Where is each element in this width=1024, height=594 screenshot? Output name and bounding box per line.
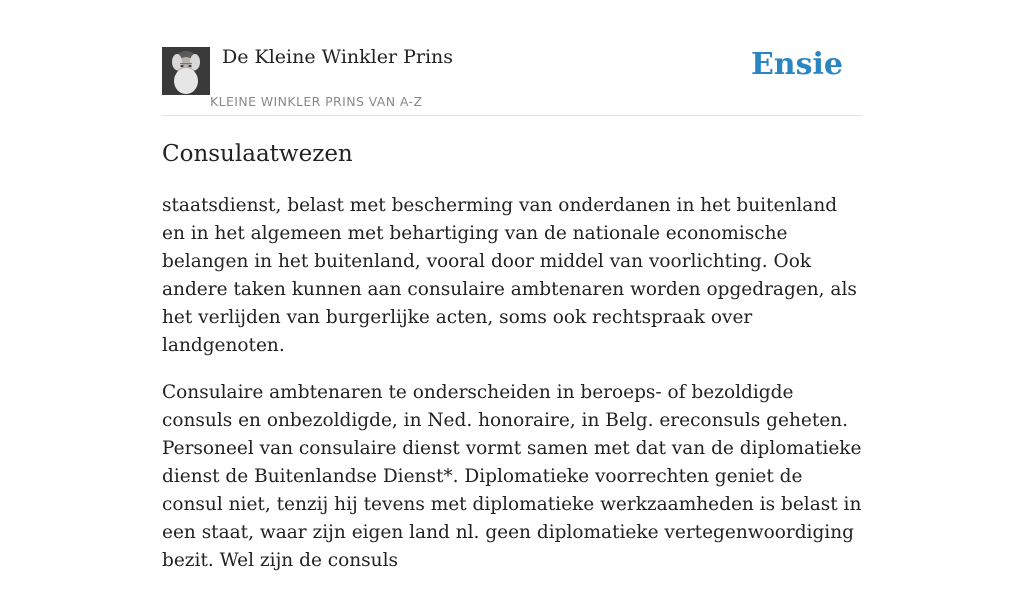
article-paragraph: Consulaire ambtenaren te onderscheiden in beroeps- of bezoldigde consuls en onbezoldigde, in Ned. honoraire, in Belg. ereconsuls geheten. Personeel van consulaire dienst vormt samen met dat van de diplomatieke dienst de Buitenlandse Dienst*. Diplomatieke voorrechten geniet de consul niet, tenzij hij tevens met diplomatieke werkzaamheden is belast in een staat, waar zijn eigen land nl. geen diplomatieke vertegenwoordiging bezit. Wel zijn de consuls: [162, 382, 862, 571]
header: [162, 0, 862, 116]
content-container: [162, 0, 862, 571]
avatar-portrait: [162, 47, 210, 95]
collection-name[interactable]: KLEINE WINKLER PRINS VAN A-Z: [210, 94, 423, 109]
ensie-logo[interactable]: Ensie: [750, 47, 843, 82]
author-avatar[interactable]: [162, 47, 210, 95]
article-body: [162, 192, 862, 594]
article-paragraph: staatsdienst, belast met bescherming van onderdanen in het buitenland en in het algemeen met behartiging van de nationale economische belangen in het buitenland, vooral door middel van voorlichting. Ook andere taken kunnen aan consulaire ambtenaren worden opgedragen, als het verlijden van burgerlijke acten, soms ook rechtspraak over landgenoten.: [162, 195, 857, 356]
article-title: Consulaatwezen: [162, 141, 353, 167]
author-name[interactable]: De Kleine Winkler Prins: [222, 46, 454, 68]
